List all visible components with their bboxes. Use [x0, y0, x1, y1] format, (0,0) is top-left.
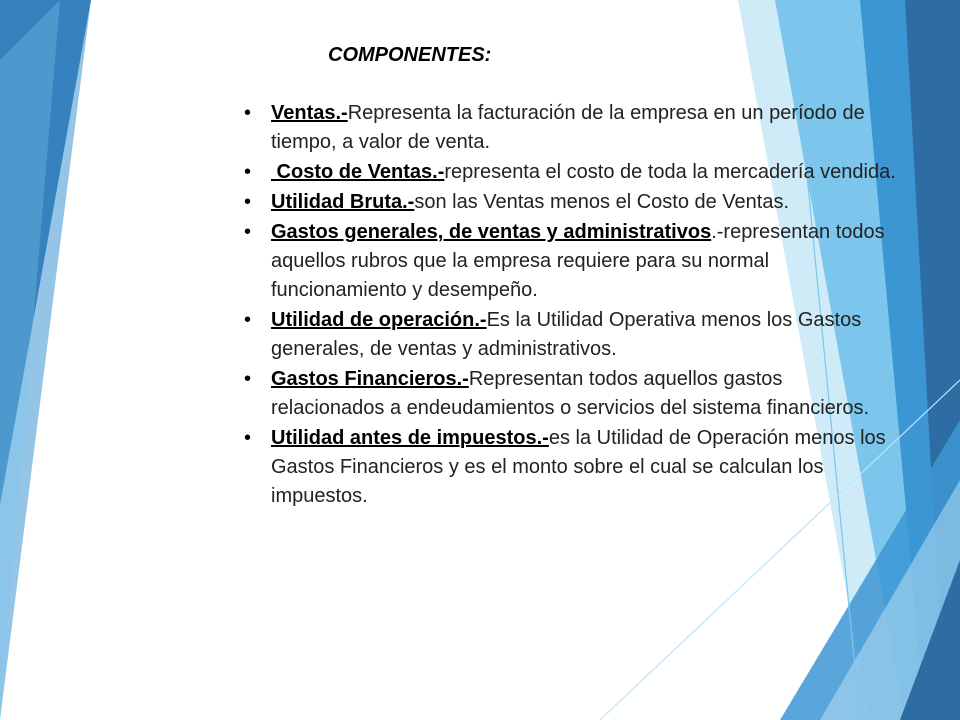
list-item-utilidad-antes-impuestos [244, 424, 900, 511]
desc-costo-ventas: representa el costo de toda la mercadería vendida. [444, 161, 896, 183]
bullet-dot: • [244, 102, 252, 124]
list-item-ventas [244, 99, 900, 157]
components-list [244, 99, 900, 512]
term-utilidad-antes-impuestos: Utilidad antes de impuestos.- [271, 427, 549, 449]
term-costo-ventas: Costo de Ventas.- [271, 161, 445, 183]
term-gastos-financieros: Gastos Financieros.- [271, 368, 469, 390]
desc-utilidad-antes-impuestos: es la Utilidad de Operación menos los Gastos Financieros y es el monto sobre el cual se calculan los impuestos. [271, 427, 886, 507]
bullet-dot: • [244, 368, 252, 390]
list-item-gastos-generales [244, 218, 900, 305]
desc-gastos-financieros: Representan todos aquellos gastos relacionados a endeudamientos o servicios del sistema financieros. [271, 368, 870, 419]
bullet-dot: • [244, 427, 252, 449]
list-item-costo-ventas [244, 158, 900, 187]
term-utilidad-bruta: Utilidad Bruta.- [271, 191, 415, 213]
term-ventas: Ventas.- [271, 102, 348, 124]
desc-utilidad-bruta: son las Ventas menos el Costo de Ventas. [414, 191, 790, 213]
list-item-gastos-financieros [244, 365, 900, 423]
desc-utilidad-operacion: Es la Utilidad Operativa menos los Gastos generales, de ventas y administrativos. [271, 309, 862, 360]
desc-gastos-generales: .-representan todos aquellos rubros que la empresa requiere para su normal funcionamiento y desempeño. [271, 221, 885, 301]
bullet-dot: • [244, 161, 252, 183]
term-gastos-generales: Gastos generales, de ventas y administrativos [271, 221, 712, 243]
list-item-utilidad-bruta [244, 188, 900, 217]
bullet-dot: • [244, 191, 252, 213]
bullet-dot: • [244, 309, 252, 331]
term-utilidad-operacion: Utilidad de operación.- [271, 309, 487, 331]
slide-title: COMPONENTES: [328, 44, 492, 66]
list-item-utilidad-operacion [244, 306, 900, 364]
bullet-dot: • [244, 221, 252, 243]
desc-ventas: Representa la facturación de la empresa en un período de tiempo, a valor de venta. [271, 102, 865, 153]
left-strip-pale [0, 0, 60, 720]
